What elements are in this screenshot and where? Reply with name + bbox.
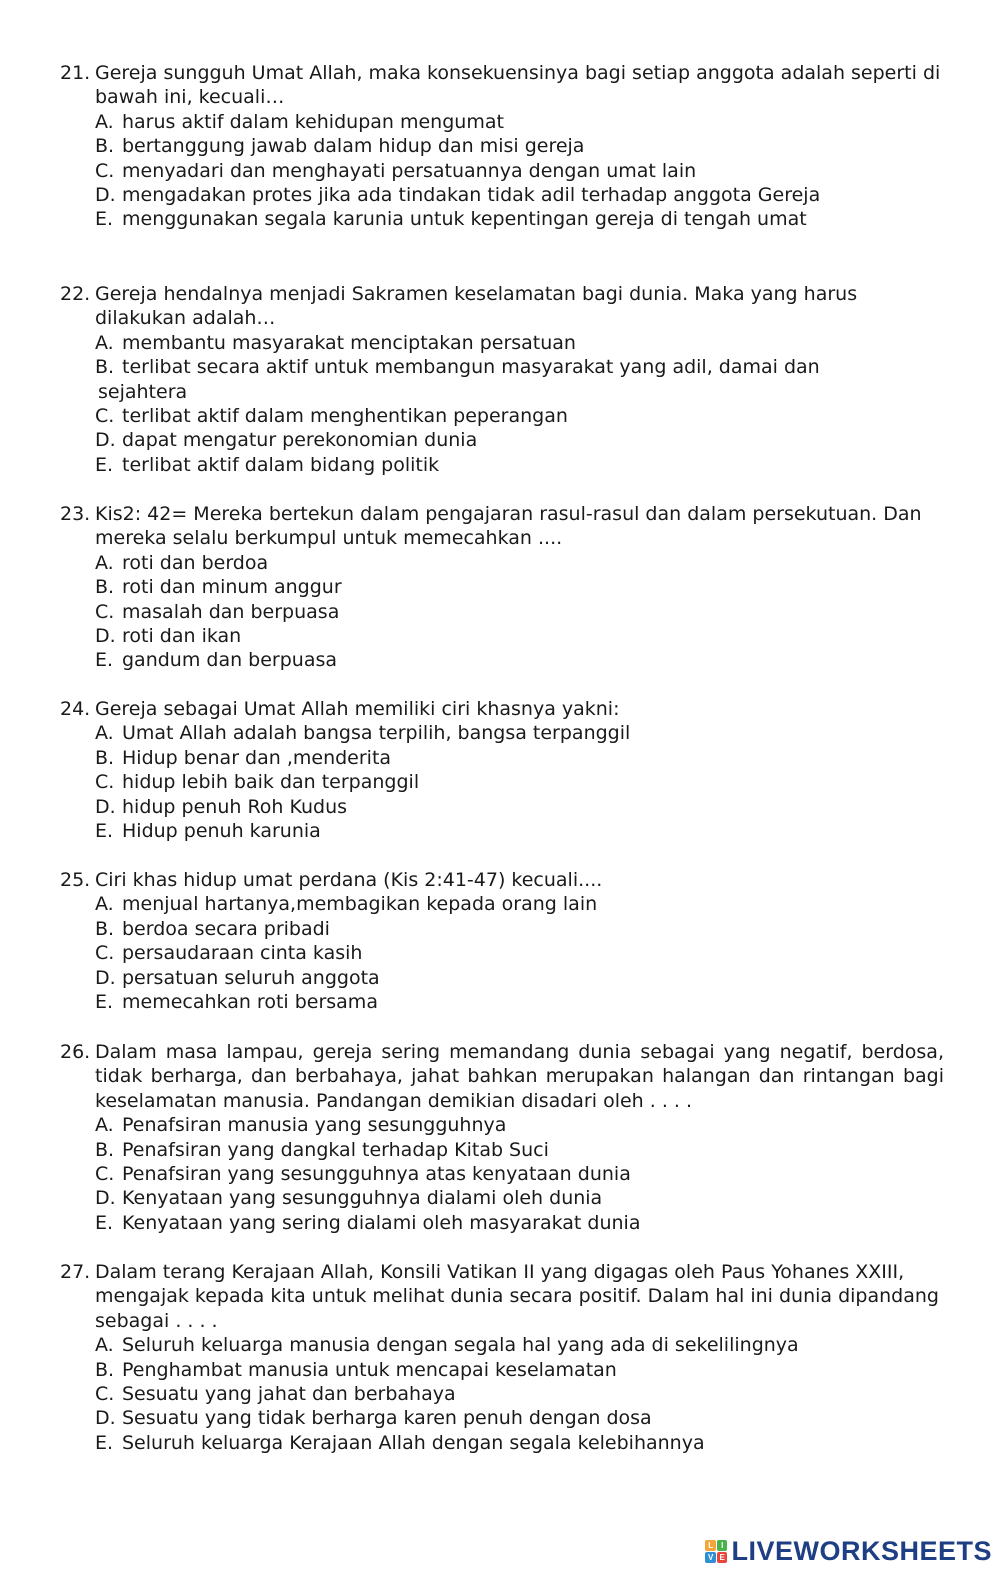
question-stem [60, 1040, 944, 1113]
option-list [95, 110, 944, 232]
question-stem [60, 697, 944, 721]
logo-tile: L [705, 1540, 716, 1551]
question-25 [60, 868, 944, 1014]
option-d[interactable] [95, 1186, 944, 1210]
question-text: Gereja sungguh Umat Allah, maka konsekuensinya bagi setiap anggota adalah seperti di bawah ini, kecuali… [95, 62, 941, 109]
option-d[interactable] [95, 1406, 944, 1430]
question-stem [60, 868, 944, 892]
question-number: 24. [60, 698, 91, 720]
option-e[interactable] [95, 207, 944, 231]
option-list [95, 331, 944, 477]
question-text: Gereja hendalnya menjadi Sakramen keselamatan bagi dunia. Maka yang harus dilakukan adalah… [95, 283, 858, 330]
question-text: Kis2: 42= Mereka bertekun dalam pengajaran rasul-rasul dan dalam persekutuan. Dan mereka selalu berkumpul untuk memecahkan .... [95, 503, 922, 550]
option-text: membantu masyarakat menciptakan persatuan [122, 331, 576, 354]
option-letter: D. [95, 429, 116, 452]
option-a[interactable] [95, 551, 944, 575]
question-stem [60, 1260, 944, 1333]
option-text: terlibat aktif dalam menghentikan peperangan [122, 405, 568, 428]
option-letter: A. [95, 1334, 114, 1357]
option-a[interactable] [95, 892, 944, 916]
question-22 [60, 282, 944, 477]
option-text: hidup penuh Roh Kudus [122, 795, 348, 818]
option-d[interactable] [95, 966, 944, 990]
option-letter: A. [95, 110, 114, 133]
option-c[interactable] [95, 600, 944, 624]
option-letter: D. [95, 1187, 116, 1210]
option-text: Kenyataan yang sesungguhnya dialami oleh dunia [122, 1187, 603, 1210]
option-text: menggunakan segala karunia untuk kepentingan gereja di tengah umat [122, 208, 807, 231]
option-list [95, 721, 944, 843]
option-d[interactable] [95, 428, 944, 452]
option-text: Seluruh keluarga manusia dengan segala hal yang ada di sekelilingnya [122, 1334, 799, 1357]
question-24 [60, 697, 944, 843]
option-letter: B. [95, 356, 115, 379]
option-letter: C. [95, 405, 115, 428]
option-letter: C. [95, 1163, 115, 1186]
option-text: memecahkan roti bersama [122, 991, 378, 1014]
option-letter: E. [95, 991, 114, 1014]
option-b[interactable] [95, 1138, 944, 1162]
option-text: Hidup benar dan ,menderita [122, 746, 392, 769]
option-text: persatuan seluruh anggota [122, 966, 380, 989]
question-number: 23. [60, 503, 91, 525]
option-letter: B. [95, 1138, 115, 1161]
question-text: Dalam terang Kerajaan Allah, Konsili Vatikan II yang digagas oleh Paus Yohanes XXIII, mengajak kepada kita untuk melihat dunia secara positif. Dalam hal ini dunia dipandang sebagai . . . . [95, 1261, 939, 1332]
option-letter: D. [95, 1407, 116, 1430]
option-letter: E. [95, 208, 114, 231]
option-text: roti dan berdoa [122, 551, 269, 574]
option-a[interactable] [95, 721, 944, 745]
option-letter: A. [95, 722, 114, 745]
question-21 [60, 61, 944, 232]
logo-tile: I [717, 1540, 728, 1551]
option-c[interactable] [95, 941, 944, 965]
option-a[interactable] [95, 1113, 944, 1137]
option-letter: B. [95, 746, 115, 769]
option-d[interactable] [95, 183, 944, 207]
question-number: 26. [60, 1041, 91, 1063]
option-text: Penafsiran yang dangkal terhadap Kitab Suci [122, 1138, 549, 1161]
question-number: 22. [60, 283, 91, 305]
option-letter: A. [95, 551, 114, 574]
question-text: Dalam masa lampau, gereja sering memandang dunia sebagai yang negatif, berdosa, tidak berharga, dan berbahaya, jahat bahkan merupakan halangan dan rintangan bagi keselamatan manusia. Pandangan demikian disadari oleh . . . . [95, 1041, 944, 1112]
option-c[interactable] [95, 1382, 944, 1406]
option-b[interactable] [95, 134, 944, 158]
option-text: bertanggung jawab dalam hidup dan misi gereja [122, 135, 585, 158]
option-letter: D. [95, 966, 116, 989]
logo-icon [705, 1540, 727, 1562]
option-letter: B. [95, 917, 115, 940]
option-b[interactable] [95, 917, 944, 941]
option-e[interactable] [95, 990, 944, 1014]
question-23 [60, 502, 944, 673]
option-text: masalah dan berpuasa [122, 600, 340, 623]
question-text: Gereja sebagai Umat Allah memiliki ciri khasnya yakni: [95, 698, 620, 720]
option-text: Umat Allah adalah bangsa terpilih, bangsa terpanggil [122, 722, 631, 745]
option-b[interactable] [95, 575, 944, 599]
option-letter: B. [95, 1358, 115, 1381]
question-27 [60, 1260, 944, 1455]
option-letter: C. [95, 600, 115, 623]
option-letter: E. [95, 820, 114, 843]
option-a[interactable] [95, 1333, 944, 1357]
option-e[interactable] [95, 1431, 944, 1455]
option-text: roti dan minum anggur [122, 576, 342, 599]
option-text: Seluruh keluarga Kerajaan Allah dengan segala kelebihannya [122, 1431, 705, 1454]
option-letter: D. [95, 795, 116, 818]
liveworksheets-logo[interactable] [705, 1534, 992, 1568]
option-b[interactable] [95, 1358, 944, 1382]
option-text: menyadari dan menghayati persatuannya dengan umat lain [122, 159, 697, 182]
option-c[interactable] [95, 159, 944, 183]
option-letter: E. [95, 649, 114, 672]
option-text: Sesuatu yang tidak berharga karen penuh dengan dosa [122, 1407, 652, 1430]
option-e[interactable] [95, 1211, 944, 1235]
option-list [95, 892, 944, 1014]
option-a[interactable] [95, 110, 944, 134]
option-text: hidup lebih baik dan terpanggil [122, 771, 420, 794]
option-letter: E. [95, 453, 114, 476]
option-text: Penafsiran yang sesungguhnya atas kenyataan dunia [122, 1163, 631, 1186]
option-letter: E. [95, 1431, 114, 1454]
option-e[interactable] [95, 648, 944, 672]
option-c[interactable] [95, 404, 944, 428]
option-letter: D. [95, 625, 116, 648]
option-letter: A. [95, 893, 114, 916]
option-b-continuation [95, 380, 944, 404]
option-text: Kenyataan yang sering dialami oleh masyarakat dunia [122, 1211, 641, 1234]
option-letter: A. [95, 1114, 114, 1137]
option-text: berdoa secara pribadi [122, 917, 330, 940]
option-letter: C. [95, 942, 115, 965]
option-letter: C. [95, 771, 115, 794]
option-list [95, 551, 944, 673]
option-letter: B. [95, 576, 115, 599]
question-stem [60, 502, 944, 551]
logo-tile: E [717, 1552, 728, 1563]
option-text: harus aktif dalam kehidupan mengumat [122, 110, 504, 133]
logo-text: LIVEWORKSHEETS [731, 1535, 992, 1566]
question-text: Ciri khas hidup umat perdana (Kis 2:41-47) kecuali.... [95, 869, 603, 891]
option-letter: C. [95, 1383, 115, 1406]
option-b[interactable] [95, 355, 944, 379]
option-c[interactable] [95, 770, 944, 794]
question-number: 25. [60, 869, 91, 891]
question-number: 27. [60, 1261, 91, 1283]
option-text: persaudaraan cinta kasih [122, 942, 363, 965]
option-letter: A. [95, 331, 114, 354]
option-text: Penafsiran manusia yang sesungguhnya [122, 1114, 507, 1137]
option-text-wrap: sejahtera [98, 380, 188, 403]
option-text: menjual hartanya,membagikan kepada orang lain [122, 893, 598, 916]
option-list [95, 1333, 944, 1455]
question-stem [60, 282, 944, 331]
option-b[interactable] [95, 746, 944, 770]
option-letter: B. [95, 135, 115, 158]
option-letter: D. [95, 184, 116, 207]
option-text: Hidup penuh karunia [122, 820, 321, 843]
option-d[interactable] [95, 624, 944, 648]
option-list [95, 1113, 944, 1235]
option-text: Penghambat manusia untuk mencapai keselamatan [122, 1358, 617, 1381]
option-text: terlibat secara aktif untuk membangun masyarakat yang adil, damai dan [122, 356, 820, 379]
question-number: 21. [60, 62, 91, 84]
option-e[interactable] [95, 453, 944, 477]
option-text: dapat mengatur perekonomian dunia [122, 429, 478, 452]
option-text: mengadakan protes jika ada tindakan tidak adil terhadap anggota Gereja [122, 184, 821, 207]
option-text: Sesuatu yang jahat dan berbahaya [122, 1383, 456, 1406]
option-text: roti dan ikan [122, 625, 242, 648]
option-letter: E. [95, 1211, 114, 1234]
option-c[interactable] [95, 1162, 944, 1186]
option-letter: C. [95, 159, 115, 182]
option-d[interactable] [95, 795, 944, 819]
logo-tile: V [705, 1552, 716, 1563]
question-26 [60, 1040, 944, 1235]
option-text: gandum dan berpuasa [122, 649, 338, 672]
option-text: terlibat aktif dalam bidang politik [122, 453, 440, 476]
option-e[interactable] [95, 819, 944, 843]
option-a[interactable] [95, 331, 944, 355]
question-stem [60, 61, 944, 110]
